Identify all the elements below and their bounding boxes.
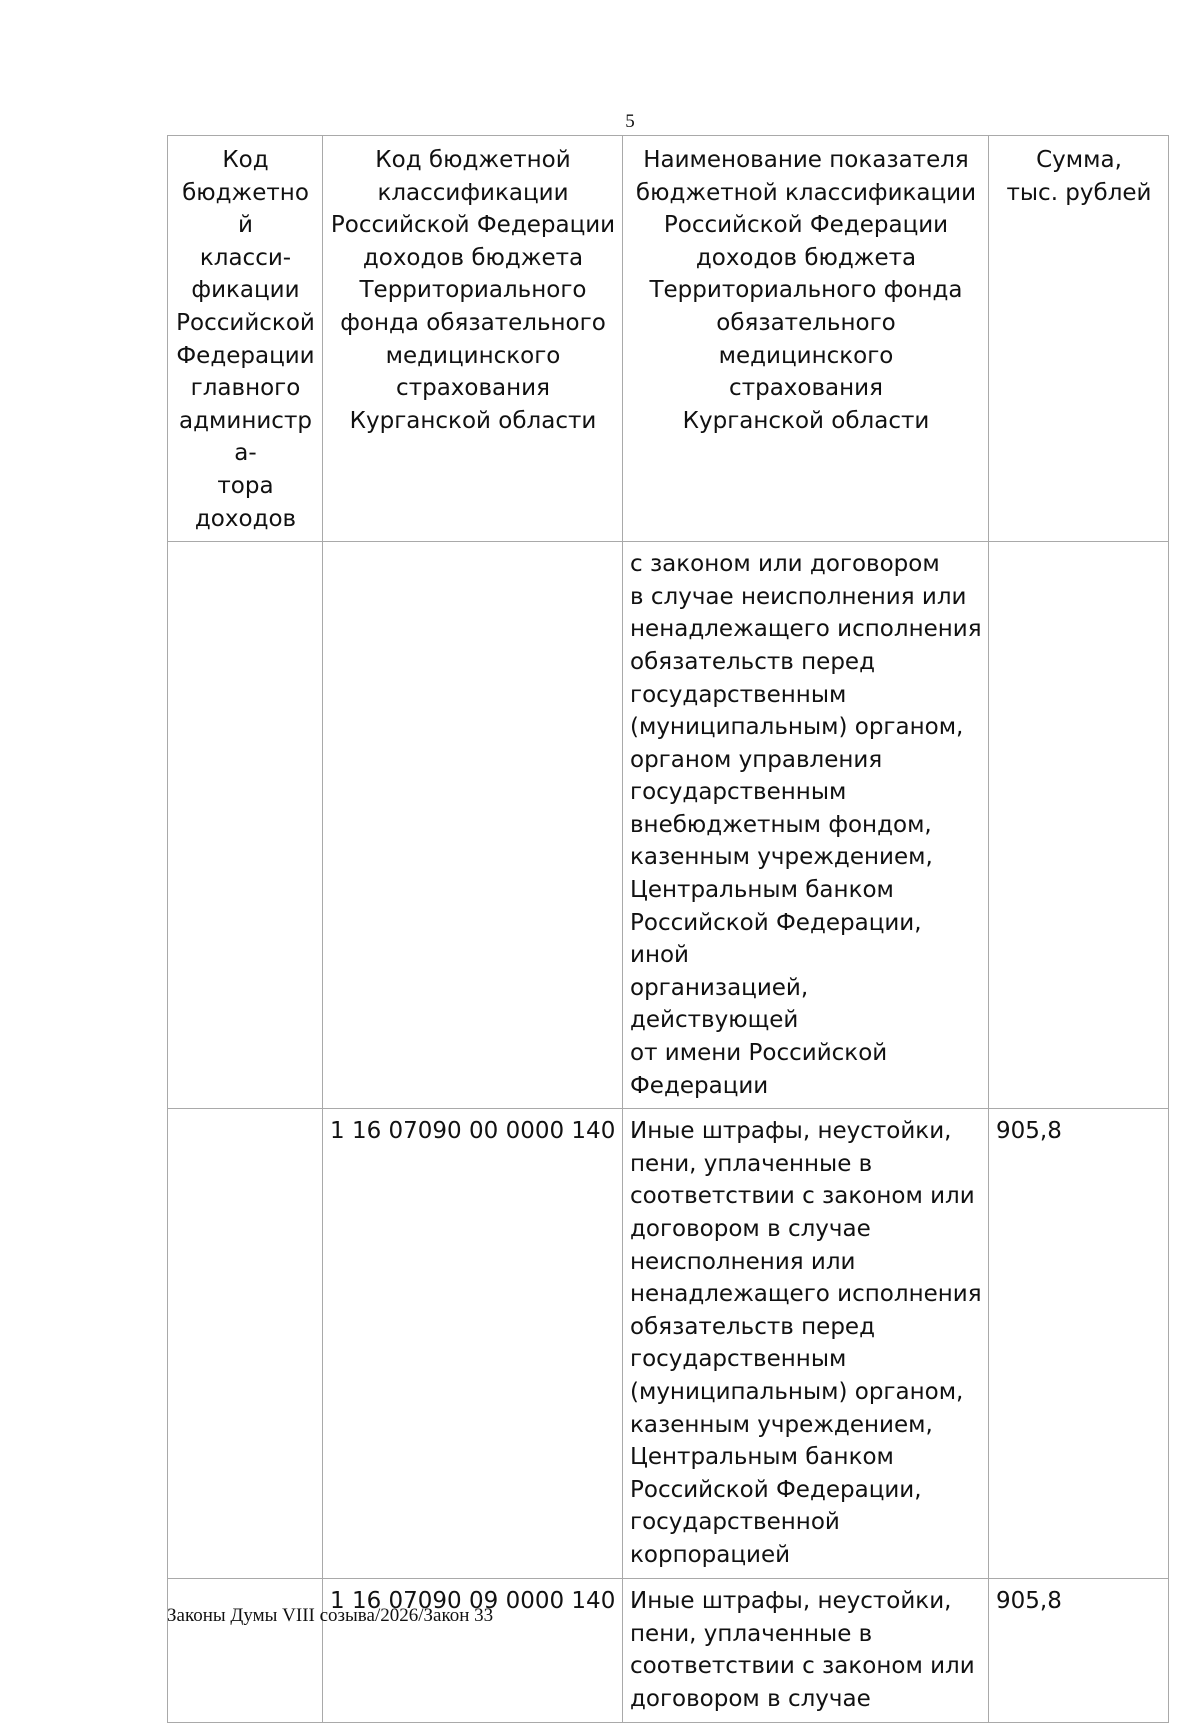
cell-admin-code [168,1109,323,1579]
cell-admin-code [168,1579,323,1722]
cell-amount [989,542,1169,1109]
budget-revenue-table [167,135,1169,1723]
cell-budget-code: 1 16 07090 09 0000 140 [323,1579,623,1722]
cell-amount: 905,8 [989,1109,1169,1579]
header-admin-code: Код бюджетной класси- фикации Российской Федерации главного администра- тора доходов [168,136,323,542]
cell-admin-code [168,542,323,1109]
header-budget-code: Код бюджетной классификации Российской Федерации доходов бюджета Территориального фонда обязательного медицинского страхования Курганской области [323,136,623,542]
table-header-row [168,136,1169,542]
table-row [168,1579,1169,1722]
cell-indicator-name: Иные штрафы, неустойки, пени, уплаченные в соответствии с законом или договором в случае [623,1579,989,1722]
cell-budget-code [323,542,623,1109]
document-footer: Законы Думы VIII созыва/2026/Закон 33 [167,1605,494,1626]
header-amount: Сумма, тыс. рублей [989,136,1169,542]
page-number: 5 [625,111,635,132]
cell-amount: 905,8 [989,1579,1169,1722]
cell-indicator-name: Иные штрафы, неустойки, пени, уплаченные в соответствии с законом или договором в случае неисполнения или ненадлежащего исполнения обязательств перед государственным (муниципальным) органом, казенным учреждением, Центральным банком Российской Федерации, государственной корпорацией [623,1109,989,1579]
header-indicator-name: Наименование показателя бюджетной классификации Российской Федерации доходов бюджета Территориального фонда обязательного медицинского страхования Курганской области [623,136,989,542]
cell-indicator-name: с законом или договором в случае неисполнения или ненадлежащего исполнения обязательств перед государственным (муниципальным) органом, органом управления государственным внебюджетным фондом, казенным учреждением, Центральным банком Российской Федерации, иной организацией, действующей от имени Российской Федерации [623,542,989,1109]
table-row [168,542,1169,1109]
table-row [168,1109,1169,1579]
cell-budget-code: 1 16 07090 00 0000 140 [323,1109,623,1579]
